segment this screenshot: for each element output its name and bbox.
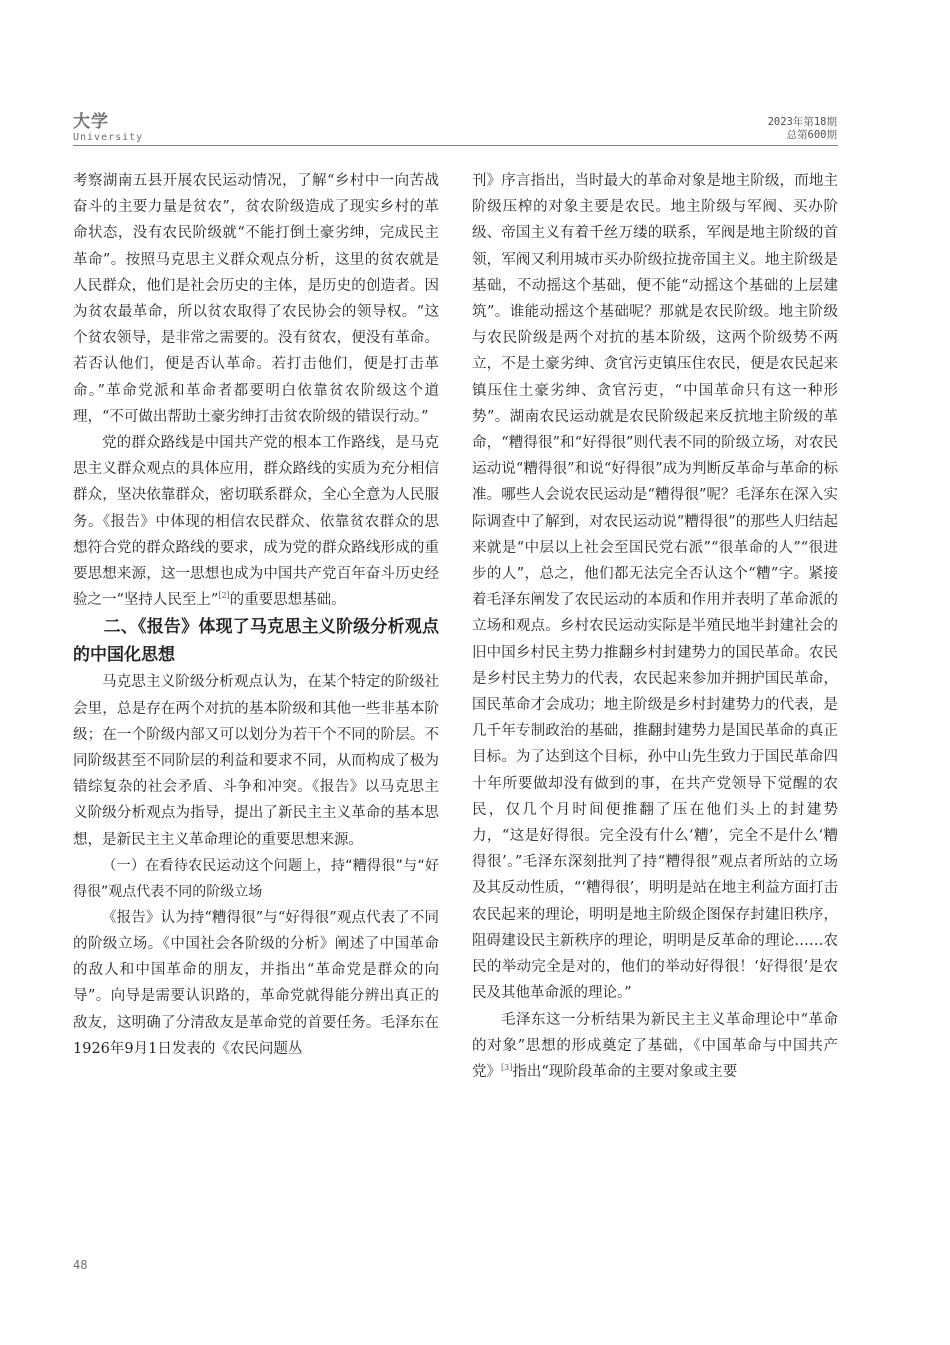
paragraph-text-end: 指出“现阶段革命的主要对象或主要 bbox=[512, 1063, 738, 1080]
paragraph-text: 毛泽东这一分析结果为新民主主义革命理论中“革命的对象”思想的形成奠定了基础，《中国革命与中国共产党》 bbox=[472, 1011, 838, 1080]
issue-info bbox=[768, 116, 837, 142]
paragraph bbox=[472, 1007, 838, 1086]
citation-ref: [3] bbox=[501, 1062, 513, 1072]
total-issue-number: 总第600期 bbox=[786, 129, 837, 141]
right-column bbox=[472, 168, 838, 1085]
issue-number: 2023年第18期 bbox=[767, 116, 837, 128]
section-heading: 二、《报告》体现了马克思主义阶级分析观点的中国化思想 bbox=[73, 617, 439, 666]
paragraph: 刊》序言指出，当时最大的革命对象是地主阶级，而地主阶级压榨的对象主要是农民。地主阶级与军阀、买办阶级、帝国主义有着千丝万缕的联系，军阀是地主阶级的首领，军阀又利用城市买办阶级拉拢帝国主义。地主阶级是基础，不动摇这个基础，便不能“动摇这个基础的上层建筑”。谁能动摇这个基础呢？那就是农民阶级。地主阶级与农民阶级是两个对抗的基本阶级，这两个阶级势不两立，不是土豪劣绅、贪官污吏镇压住农民，便是农民起来镇压住土豪劣绅、贪官污吏，“中国革命只有这一种形势”。湖南农民运动就是农民阶级起来反抗地主阶级的革命，“糟得很”和“好得很”则代表不同的阶级立场，对农民运动说“糟得很”和说“好得很”成为判断反革命与革命的标准。哪些人会说农民运动是“糟得很”呢？毛泽东在深入实际调查中了解到，对农民运动说“糟得很”的那些人归结起来就是“中层以上社会至国民党右派”“很革命的人”“很进步的人”，总之，他们都无法完全否认这个“糟”字。紧接着毛泽东阐发了农民运动的本质和作用并表明了革命派的立场和观点。乡村农民运动实际是半殖民地半封建社会的旧中国乡村民主势力推翻乡村封建势力的国民革命。农民是乡村民主势力的代表，农民起来参加并拥护国民革命，国民革命才会成功；地主阶级是乡村封建势力的代表，是几千年专制政治的基础，推翻封建势力是国民革命的真正目标。为了达到这个目标，孙中山先生致力于国民革命四十年所要做却没有做到的事，在共产党领导下觉醒的农民，仅几个月时间便推翻了压在他们头上的封建势力，“这是好得很。完全没有什么‘糟’，完全不是什么‘糟得很’。”毛泽东深刻批判了持“糟得很”观点者所站的立场及其反动性质，“‘糟得很’，明明是站在地主利益方面打击农民起来的理论，明明是地主阶级企图保存封建旧秩序，阻碍建设民主新秩序的理论，明明是反革命的理论……农民的举动完全是对的，他们的举动好得很！‘好得很’是农民及其他革命派的理论。” bbox=[472, 173, 838, 1002]
paragraph: 《报告》认为持“糟得很”与“好得很”观点代表了不同的阶级立场。《中国社会各阶级的分析》阐述了中国革命的敌人和中国革命的朋友，并指出“革命党是群众的向导”。向导是需要认识路的，革命党就得能分辨出真正的敌友，这明确了分清敌友是革命党的首要任务。毛泽东在1926年9月1日发表的《农民问题丛 bbox=[73, 909, 439, 1057]
citation-ref: [2] bbox=[218, 591, 230, 601]
page-number: 48 bbox=[73, 1258, 88, 1272]
header-rule bbox=[73, 145, 838, 146]
paragraph-text: 党的群众路线是中国共产党的根本工作路线，是马克思主义群众观点的具体应用，群众路线的实质为充分相信群众，坚决依靠群众，密切联系群众，全心全意为人民服务。《报告》中体现的相信农民群众、依靠贫农群众的思想符合党的群众路线的要求，成为党的群众路线形成的重要思想来源，这一思想也成为中国共产党百年奋斗历史经验之一“坚持人民至上” bbox=[73, 435, 439, 609]
left-column bbox=[73, 168, 439, 1062]
journal-title: 大学 bbox=[73, 112, 109, 132]
paragraph-text-end: 的重要思想基础。 bbox=[229, 592, 346, 609]
journal-header bbox=[73, 112, 143, 144]
paragraph: 考察湖南五县开展农民运动情况，了解“乡村中一向苦战奋斗的主要力量是贫农”，贫农阶级造成了现实乡村的革命状态，没有农民阶级就“不能打倒土豪劣绅，完成民主革命”。按照马克思主义群众观点分析，这里的贫农就是人民群众，他们是社会历史的主体，是历史的创造者。因为贫农最革命，所以贫农取得了农民协会的领导权。“这个贫农领导，是非常之需要的。没有贫农，便没有革命。若否认他们，便是否认革命。若打击他们，便是打击革命。”革命党派和革命者都要明白依靠贫农阶级这个道理，“不可做出帮助土豪劣绅打击贫农阶级的错误行动。” bbox=[73, 173, 439, 425]
paragraph bbox=[73, 430, 439, 613]
subsection-heading: （一）在看待农民运动这个问题上，持“糟得很”与“好得很”观点代表不同的阶级立场 bbox=[73, 857, 439, 900]
journal-subtitle: University bbox=[73, 132, 144, 143]
paragraph: 马克思主义阶级分析观点认为，在某个特定的阶级社会里，总是存在两个对抗的基本阶级和其他一些非基本阶级；在一个阶级内部又可以划分为若干个不同的阶层。不同阶级甚至不同阶层的利益和要求不同，从而构成了极为错综复杂的社会矛盾、斗争和冲突。《报告》以马克思主义阶级分析观点为指导，提出了新民主主义革命的基本思想，是新民主主义革命理论的重要思想来源。 bbox=[73, 674, 439, 848]
